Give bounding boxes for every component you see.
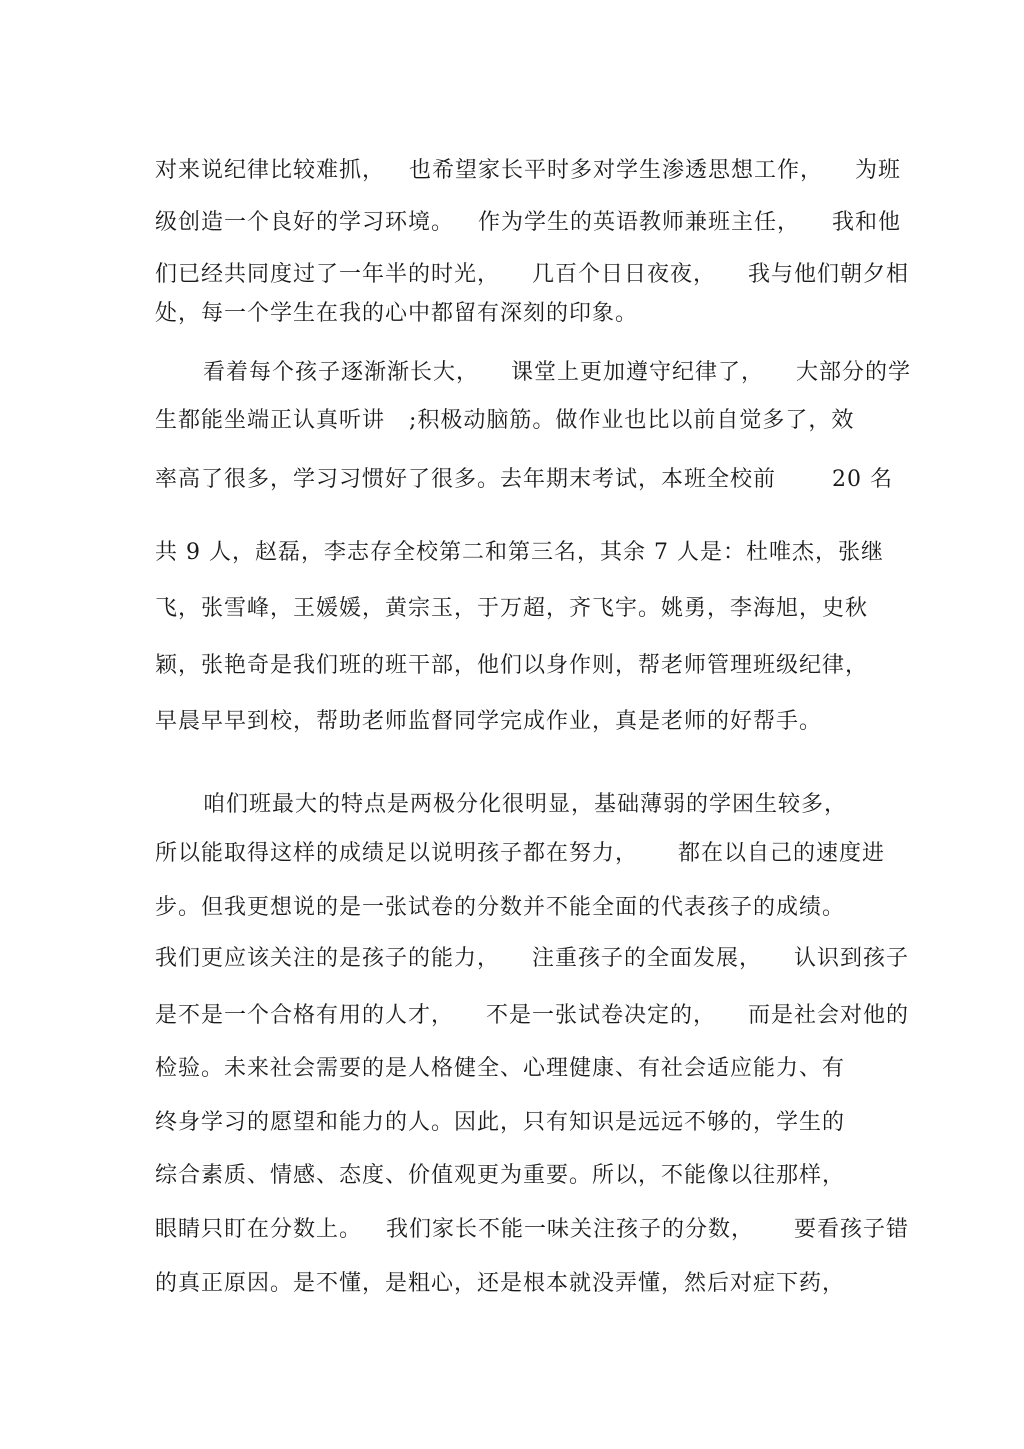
text-line: 生都能坐端正认真听讲 ;积极动脑筋。做作业也比以前自觉多了，效: [155, 408, 855, 433]
text-line: 的真正原因。是不懂，是粗心，还是根本就没弄懂，然后对症下药，: [155, 1271, 846, 1296]
text-line: 率高了很多，学习习惯好了很多。去年期末考试，本班全校前 20 名: [155, 467, 893, 492]
text-line: 早晨早早到校，帮助老师监督同学完成作业，真是老师的好帮手。: [155, 709, 823, 734]
text-line: 飞，张雪峰，王媛媛，黄宗玉，于万超，齐飞宇。姚勇，李海旭，史秋: [155, 596, 869, 621]
paragraph-first-line: 咱们班最大的特点是两极分化很明显，基础薄弱的学困生较多，: [203, 792, 848, 817]
text-line: 检验。未来社会需要的是人格健全、心理健康、有社会适应能力、有: [155, 1056, 846, 1081]
text-line: 是不是一个合格有用的人才， 不是一张试卷决定的， 而是社会对他的: [155, 1003, 909, 1028]
text-line: 共 9 人，赵磊，李志存全校第二和第三名，其余 7 人是：杜唯杰，张继: [155, 540, 884, 565]
paragraph-first-line: 看着每个孩子逐渐渐长大， 课堂上更加遵守纪律了， 大部分的学: [203, 360, 911, 385]
text-line: 们已经共同度过了一年半的时光， 几百个日日夜夜， 我与他们朝夕相: [155, 262, 909, 287]
text-line: 处，每一个学生在我的心中都留有深刻的印象。: [155, 301, 639, 326]
text-line: 级创造一个良好的学习环境。 作为学生的英语教师兼班主任， 我和他: [155, 210, 901, 235]
text-line: 终身学习的愿望和能力的人。因此，只有知识是远远不够的，学生的: [155, 1110, 846, 1135]
text-line: 颖，张艳奇是我们班的班干部，他们以身作则，帮老师管理班级纪律，: [155, 653, 869, 678]
text-line: 综合素质、情感、态度、价值观更为重要。所以，不能像以往那样，: [155, 1163, 846, 1188]
text-line: 我们更应该关注的是孩子的能力， 注重孩子的全面发展， 认识到孩子: [155, 946, 909, 971]
text-line: 眼睛只盯在分数上。 我们家长不能一味关注孩子的分数， 要看孩子错: [155, 1217, 909, 1242]
text-line: 步。但我更想说的是一张试卷的分数并不能全面的代表孩子的成绩。: [155, 895, 846, 920]
text-line: 所以能取得这样的成绩足以说明孩子都在努力， 都在以自己的速度进: [155, 841, 885, 866]
text-line: 对来说纪律比较难抓， 也希望家长平时多对学生渗透思想工作， 为班: [155, 158, 901, 183]
